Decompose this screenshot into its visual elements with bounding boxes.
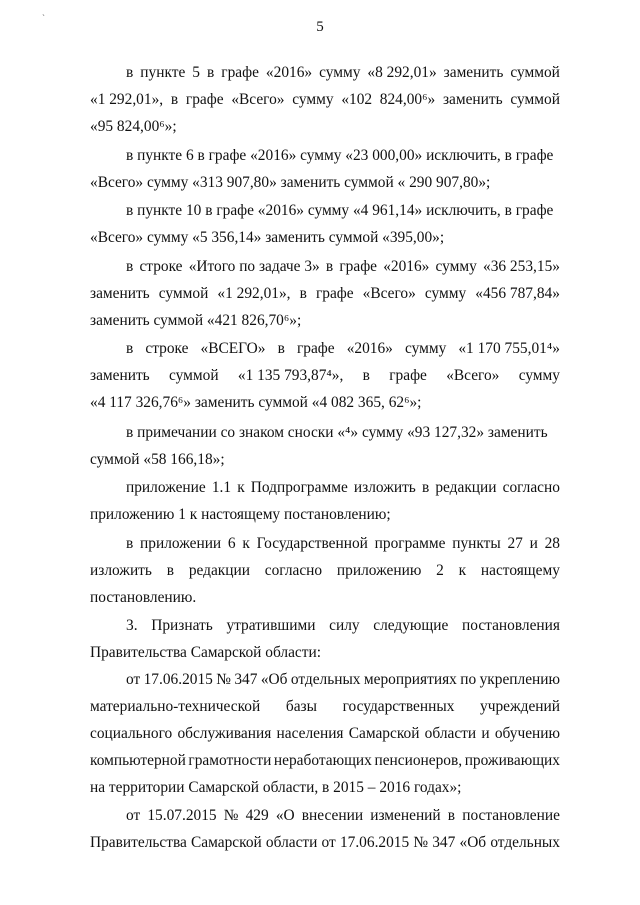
word: редакции	[435, 479, 497, 496]
word: постановление	[462, 807, 560, 824]
word: согласно	[502, 479, 560, 496]
word: сумму	[292, 91, 334, 108]
word: силу	[329, 617, 360, 634]
word: Самарской	[348, 725, 420, 742]
word: в	[325, 258, 334, 275]
word: обслуживания	[177, 725, 272, 742]
word: «Итого по задаче 3»	[188, 258, 320, 275]
text-line: в пункте 10 в графе «2016» сумму «4 961,14» исключить, в графе	[126, 202, 554, 219]
word: населения	[276, 725, 344, 742]
text-line: суммой «58 166,18»;	[90, 451, 225, 468]
word: социального	[90, 725, 173, 742]
word: заменить	[90, 285, 150, 302]
word: области	[424, 725, 477, 742]
word: «1 135 793,87⁴»,	[237, 367, 344, 384]
word: пункты	[452, 535, 501, 552]
word: в	[206, 64, 215, 81]
text-line	[126, 671, 560, 689]
word: утратившими	[226, 617, 316, 634]
word: Признать	[151, 617, 213, 634]
word: в	[447, 807, 456, 824]
text-line: «Всего» сумму «313 907,80» заменить суммой « 290 907,80»;	[90, 174, 491, 191]
word: 6	[227, 535, 236, 552]
word: редакции	[188, 562, 250, 579]
text-line	[126, 807, 560, 825]
word: «2016»	[346, 340, 393, 357]
word: учреждений	[480, 698, 560, 715]
word: материально-технической	[90, 698, 261, 715]
word: суммой	[510, 91, 560, 108]
word: компьютерной	[90, 752, 186, 769]
word: «1 292,01»,	[217, 285, 291, 302]
text-line: на территории Самарской области, в 2015 – 2016 годах»;	[90, 779, 462, 796]
word: мероприятиях	[363, 671, 457, 688]
word: обучению	[494, 725, 560, 742]
word: 3.	[126, 617, 138, 634]
word: от	[126, 671, 141, 688]
text-line: приложению 1 к настоящему постановлению;	[90, 506, 391, 523]
text-line	[90, 725, 560, 743]
word: в	[299, 285, 307, 302]
text-line	[90, 91, 560, 109]
text-line	[126, 535, 560, 553]
word: графе	[296, 340, 335, 357]
word: отдельных	[290, 671, 361, 688]
text-line	[90, 285, 560, 303]
word: сумму	[424, 285, 467, 302]
word: 5	[192, 64, 200, 81]
word: №	[413, 834, 429, 851]
word: «ВСЕГО»	[200, 340, 266, 357]
text-line: заменить суммой «421 826,70⁶»;	[90, 312, 302, 329]
text-line: Правительства Самарской области:	[90, 644, 321, 661]
word: по	[460, 671, 477, 688]
word: заменить	[443, 64, 504, 81]
word: государственных	[342, 698, 455, 715]
text-line: «4 117 326,76⁶» заменить суммой «4 082 365, 62⁶»;	[90, 394, 422, 411]
word: строке	[139, 258, 183, 275]
word: «2016»	[265, 64, 313, 81]
word: 2	[436, 562, 444, 579]
text-line	[126, 340, 560, 358]
word: базы	[285, 698, 317, 715]
word: суммой	[169, 367, 219, 384]
word: №	[216, 671, 231, 688]
word: в	[126, 535, 134, 552]
word: к	[458, 562, 467, 579]
word: 347	[432, 834, 456, 851]
word: 429	[245, 807, 269, 824]
word: в	[126, 258, 134, 275]
word: сумму	[319, 64, 361, 81]
word: сумму	[404, 340, 447, 357]
word: «О	[275, 807, 295, 824]
word: в	[170, 91, 179, 108]
word: и	[529, 535, 538, 552]
word: области	[265, 834, 318, 851]
word: Правительства	[90, 834, 187, 851]
word: приложению	[336, 562, 422, 579]
word: изменений	[370, 807, 441, 824]
word: согласно	[264, 562, 323, 579]
word: в	[277, 340, 285, 357]
word: «456 787,84»	[475, 285, 560, 302]
word: №	[223, 807, 239, 824]
word: укреплению	[479, 671, 560, 688]
word: настоящему	[480, 562, 560, 579]
word: пенсионеров,	[374, 752, 463, 769]
word: изложить	[353, 479, 416, 496]
word: приложение	[126, 479, 206, 496]
word: в	[421, 479, 430, 496]
word: графе	[185, 91, 224, 108]
word: графе	[221, 64, 259, 81]
word: грамотности	[188, 752, 272, 769]
text-line	[126, 479, 560, 497]
word: сумму	[518, 367, 560, 384]
word: «1 170 755,01⁴»	[458, 340, 560, 357]
word: 1.1	[211, 479, 232, 496]
word: «Всего»	[446, 367, 500, 384]
word: «36 253,15»	[483, 258, 560, 275]
word: Подпрограмме	[250, 479, 348, 496]
word: графе	[339, 258, 378, 275]
word: «102 824,00⁶»	[341, 91, 436, 108]
text-line	[126, 258, 560, 276]
word: суммой	[158, 285, 209, 302]
word: и	[481, 725, 490, 742]
word: 15.07.2015	[147, 807, 217, 824]
word: изложить	[90, 562, 152, 579]
text-line: «95 824,00⁶»;	[90, 118, 177, 135]
text-line	[90, 752, 560, 770]
text-line: «Всего» сумму «5 356,14» заменить суммой «395,00»;	[90, 229, 445, 246]
text-line	[90, 367, 560, 385]
word: 27	[507, 535, 523, 552]
word: сумму	[435, 258, 477, 275]
word: «2016»	[383, 258, 430, 275]
word: «Об	[260, 671, 288, 688]
text-line	[90, 562, 560, 580]
text-line	[126, 64, 560, 82]
word: заменить	[90, 367, 150, 384]
word: приложении	[140, 535, 222, 552]
word: Государственной	[256, 535, 368, 552]
word: заменить	[442, 91, 503, 108]
word: постановления	[462, 617, 560, 634]
text-line: в примечании со знаком сноски «⁴» сумму «93 127,32» заменить	[126, 424, 548, 441]
word: проживающих	[464, 752, 560, 769]
word: к	[242, 535, 250, 552]
word: в	[362, 367, 370, 384]
word: графе	[389, 367, 427, 384]
word: в	[126, 64, 134, 81]
word: неработающих	[273, 752, 372, 769]
word: 17.06.2015	[143, 671, 213, 688]
word: графе	[315, 285, 354, 302]
word: «Всего»	[362, 285, 416, 302]
word: Самарской	[191, 834, 262, 851]
word: пункте	[140, 64, 186, 81]
page-number: 5	[316, 19, 324, 35]
word: в	[126, 340, 134, 357]
word: к	[237, 479, 245, 496]
word: 347	[234, 671, 258, 688]
text-line: в пункте 6 в графе «2016» сумму «23 000,00» исключить, в графе	[126, 147, 554, 164]
scan-corner-mark: `	[42, 13, 45, 23]
word: 28	[544, 535, 560, 552]
word: внесении	[301, 807, 364, 824]
text-line	[90, 834, 560, 852]
word: суммой	[510, 64, 560, 81]
word: «Об	[459, 834, 487, 851]
text-line: постановлению.	[90, 589, 197, 606]
word: строке	[145, 340, 189, 357]
word: «8 292,01»	[367, 64, 437, 81]
word: «1 292,01»,	[90, 91, 164, 108]
word: программе	[374, 535, 446, 552]
word: от	[126, 807, 141, 824]
word: следующие	[373, 617, 449, 634]
word: в	[166, 562, 175, 579]
text-line	[126, 617, 560, 635]
word: от	[321, 834, 336, 851]
word: «Всего»	[231, 91, 285, 108]
text-line	[90, 698, 560, 716]
word: 17.06.2015	[339, 834, 410, 851]
word: отдельных	[490, 834, 560, 851]
